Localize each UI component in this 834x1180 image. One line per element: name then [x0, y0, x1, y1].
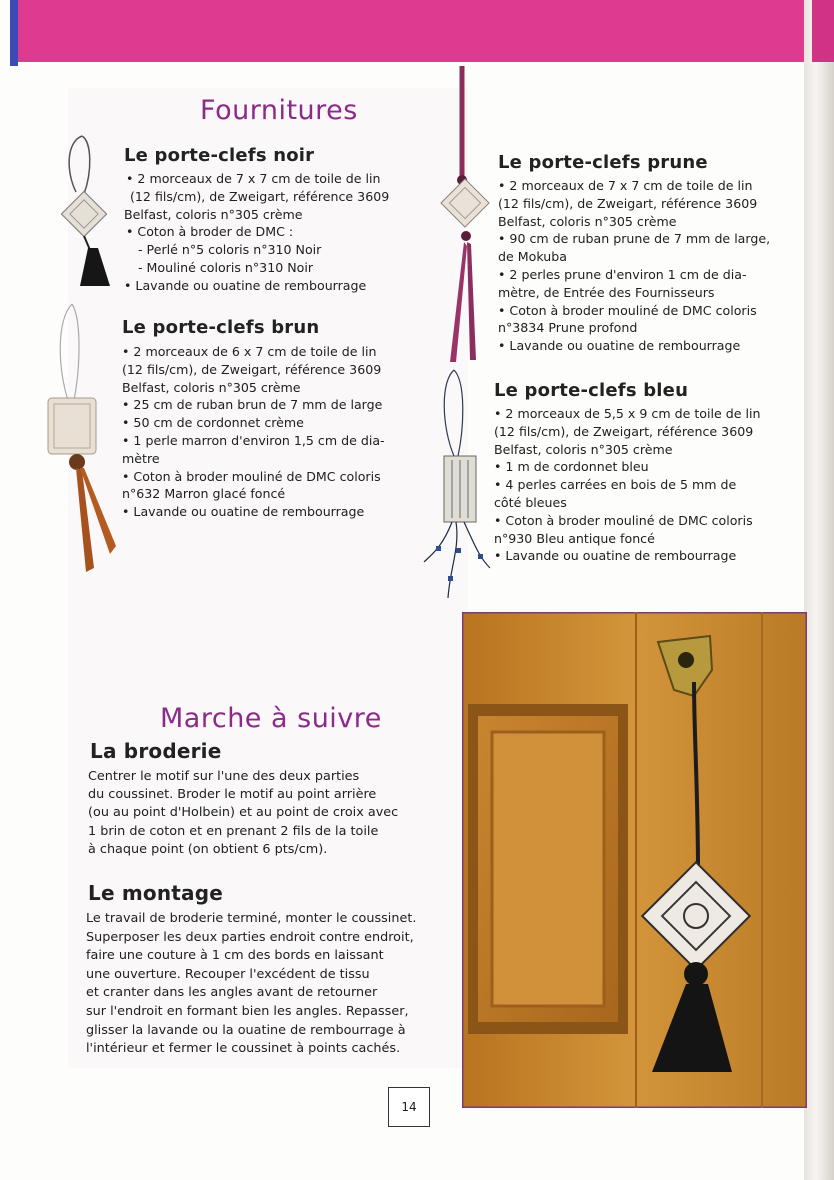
text-line: Centrer le motif sur l'une des deux parties: [88, 769, 360, 784]
header-band: [10, 0, 810, 62]
list-item: • 2 morceaux de 6 x 7 cm de toile de lin: [122, 344, 377, 359]
list-item: de Mokuba: [498, 249, 567, 265]
header-band-edge: [10, 0, 18, 66]
supply-list-prune: [498, 177, 770, 355]
list-item: • Lavande ou ouatine de rembourrage: [494, 548, 737, 564]
list-item: n°930 Bleu antique foncé: [494, 530, 655, 546]
text-line: (ou au point d'Holbein) et au point de croix avec: [88, 805, 399, 821]
broderie-text: [88, 768, 398, 859]
list-item: mètre, de Entrée des Fournisseurs: [498, 284, 715, 300]
text-line: sur l'endroit en formant bien les angles. Repasser,: [86, 1003, 409, 1019]
list-item: - Mouliné coloris n°310 Noir: [138, 259, 314, 275]
list-item: Belfast, coloris n°305 crème: [494, 441, 673, 457]
text-line: une ouverture. Recouper l'excédent de tissu: [86, 966, 370, 982]
page-spine: [804, 0, 834, 1180]
list-item: (12 fils/cm), de Zweigart, référence 3609: [498, 195, 758, 211]
list-item: • 2 morceaux de 7 x 7 cm de toile de lin: [126, 171, 381, 186]
keychain-bleu-illustration: [420, 368, 500, 608]
list-item: • Lavande ou ouatine de rembourrage: [122, 504, 365, 520]
list-item: • 90 cm de ruban prune de 7 mm de large,: [498, 231, 771, 247]
keychain-prune-illustration: [436, 66, 496, 366]
item-title-brun: Le porte-clefs brun: [122, 317, 320, 338]
list-item: côté bleues: [494, 494, 567, 510]
list-item: • Coton à broder mouliné de DMC coloris: [494, 512, 753, 528]
text-line: Le travail de broderie terminé, monter le coussinet.: [86, 911, 417, 926]
fournitures-heading: Fournitures: [200, 95, 358, 126]
list-item: • 2 morceaux de 7 x 7 cm de toile de lin: [498, 178, 753, 193]
text-line: l'intérieur et fermer le coussinet à points cachés.: [86, 1041, 401, 1057]
page-number: 14: [388, 1087, 430, 1127]
list-item: Belfast, coloris n°305 crème: [124, 206, 303, 222]
list-item: • 1 m de cordonnet bleu: [494, 459, 649, 475]
broderie-title: La broderie: [90, 739, 222, 763]
list-item: mètre: [122, 450, 160, 466]
text-line: Superposer les deux parties endroit contre endroit,: [86, 929, 414, 945]
list-item: n°3834 Prune profond: [498, 320, 638, 336]
list-item: • Lavande ou ouatine de rembourrage: [124, 277, 367, 293]
list-item: • 25 cm de ruban brun de 7 mm de large: [122, 397, 383, 413]
text-line: 1 brin de coton et en prenant 2 fils de la toile: [88, 823, 379, 839]
item-title-bleu: Le porte-clefs bleu: [494, 380, 689, 401]
text-line: du coussinet. Broder le motif au point arrière: [88, 787, 377, 803]
supply-list-bleu: [494, 405, 760, 565]
list-item: • 2 perles prune d'environ 1 cm de dia-: [498, 266, 747, 282]
item-title-noir: Le porte-clefs noir: [124, 145, 315, 166]
text-line: à chaque point (on obtient 6 pts/cm).: [88, 841, 328, 857]
list-item: - Perlé n°5 coloris n°310 Noir: [138, 242, 322, 258]
keychain-brun-illustration: [42, 300, 122, 580]
montage-text: [86, 910, 416, 1059]
list-item: • Coton à broder de DMC :: [126, 224, 294, 240]
photo-keychain-on-door: [462, 612, 807, 1108]
list-item: • 4 perles carrées en bois de 5 mm de: [494, 477, 737, 493]
list-item: n°632 Marron glacé foncé: [122, 486, 286, 502]
list-item: • 2 morceaux de 5,5 x 9 cm de toile de lin: [494, 406, 761, 421]
marche-heading: Marche à suivre: [160, 703, 382, 734]
supply-list-noir: [124, 170, 389, 295]
list-item: • 50 cm de cordonnet crème: [122, 415, 304, 431]
supply-list-brun: [122, 343, 385, 521]
list-item: • Coton à broder mouliné de DMC coloris: [498, 302, 757, 318]
list-item: Belfast, coloris n°305 crème: [122, 379, 301, 395]
text-line: et cranter dans les angles avant de retourner: [86, 985, 378, 1001]
list-item: Belfast, coloris n°305 crème: [498, 213, 677, 229]
item-title-prune: Le porte-clefs prune: [498, 152, 708, 173]
list-item: (12 fils/cm), de Zweigart, référence 3609: [122, 361, 382, 377]
montage-title: Le montage: [88, 881, 224, 905]
list-item: • Lavande ou ouatine de rembourrage: [498, 338, 741, 354]
list-item: • 1 perle marron d'environ 1,5 cm de dia-: [122, 432, 385, 448]
list-item: • Coton à broder mouliné de DMC coloris: [122, 468, 381, 484]
text-line: glisser la lavande ou la ouatine de rembourrage à: [86, 1022, 406, 1038]
list-item: (12 fils/cm), de Zweigart, référence 3609: [494, 423, 754, 439]
keychain-noir-illustration: [52, 132, 122, 292]
spine-band: [812, 0, 834, 62]
list-item: (12 fils/cm), de Zweigart, référence 3609: [130, 188, 390, 204]
text-line: faire une couture à 1 cm des bords en laissant: [86, 948, 384, 964]
